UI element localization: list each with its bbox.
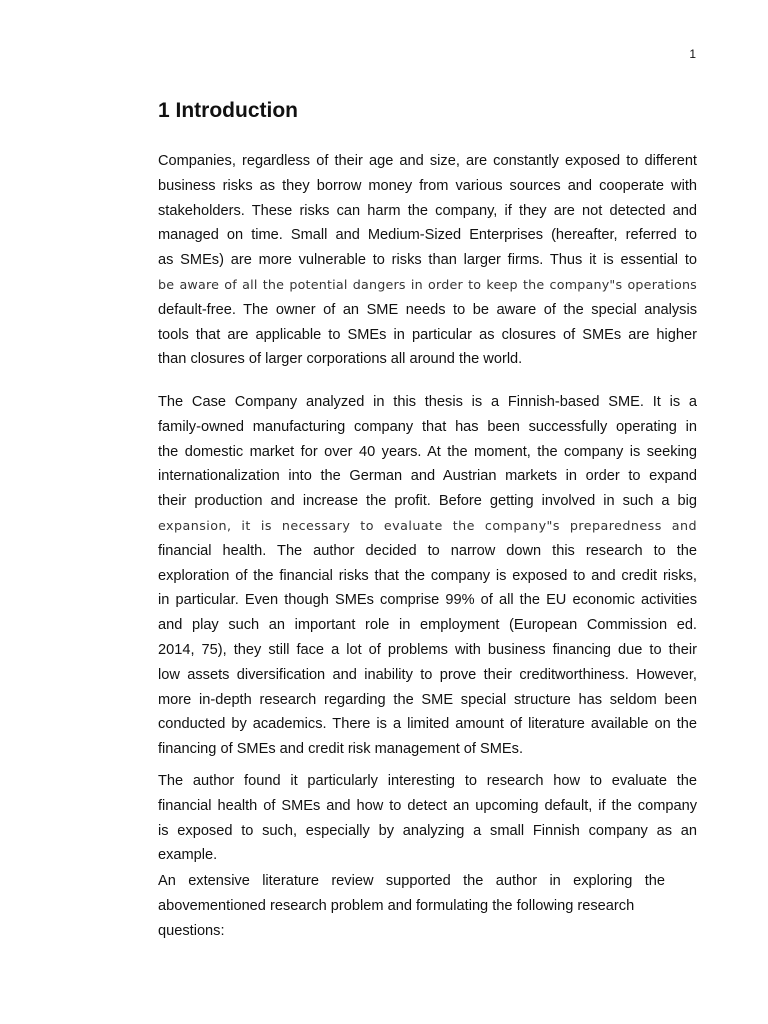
text-line: is exposed to such, especially by analyzing a small Finnish company as an [158,822,697,839]
paragraph-literature-review [158,869,665,943]
text-line: low assets diversification and inability to prove their creditworthiness. However, [158,666,697,683]
text-line: internationalization into the German and Austrian markets in order to expand [158,468,697,485]
section-heading: 1 Introduction [158,99,298,122]
text-line: expansion, it is necessary to evaluate the company"s preparedness and [158,517,697,533]
text-line: the domestic market for over 40 years. At the moment, the company is seeking [158,443,697,460]
text-line: abovementioned research problem and formulating the following research [158,897,635,914]
text-line: Companies, regardless of their age and size, are constantly exposed to different [158,153,697,169]
text-line: example. [158,847,218,864]
paragraph-author-interest [158,769,697,868]
text-line: questions: [158,922,225,939]
text-line: family-owned manufacturing company that has been successfully operating in [158,418,697,435]
text-line: exploration of the financial risks that the company is exposed to and credit risks, [158,567,697,584]
text-line: more in-depth research regarding the SME special structure has seldom been [158,691,697,708]
text-line: financial health. The author decided to narrow down this research to the [158,542,697,559]
text-line: financial health of SMEs and how to detect an upcoming default, if the company [158,797,697,814]
page-number: 1 [689,47,696,61]
text-line: stakeholders. These risks can harm the company, if they are not detected and [158,202,697,219]
text-line: as SMEs) are more vulnerable to risks than larger firms. Thus it is essential to [158,252,697,269]
text-line: tools that are applicable to SMEs in particular as closures of SMEs are higher [158,326,697,343]
text-line: business risks as they borrow money from various sources and cooperate with [158,177,697,194]
paragraph-intro [158,149,697,372]
text-line: financing of SMEs and credit risk management of SMEs. [158,741,524,758]
text-line: be aware of all the potential dangers in order to keep the company"s operations [158,276,697,292]
text-line: their production and increase the profit. Before getting involved in such a big [158,493,697,510]
text-line: The author found it particularly interesting to research how to evaluate the [158,773,697,789]
text-line: in particular. Even though SMEs comprise 99% of all the EU economic activities [158,592,697,609]
paragraph-case-company [158,390,697,762]
text-line: conducted by academics. There is a limited amount of literature available on the [158,716,697,733]
text-line: than closures of larger corporations all around the world. [158,351,523,368]
text-line: The Case Company analyzed in this thesis is a Finnish-based SME. It is a [158,394,697,410]
text-line: and play such an important role in employment (European Commission ed. [158,617,697,634]
text-line: managed on time. Small and Medium-Sized Enterprises (hereafter, referred to [158,227,697,244]
text-line: default-free. The owner of an SME needs to be aware of the special analysis [158,301,697,318]
text-line: An extensive literature review supported the author in exploring the [158,873,665,889]
text-line: 2014, 75), they still face a lot of problems with business financing due to their [158,641,697,658]
